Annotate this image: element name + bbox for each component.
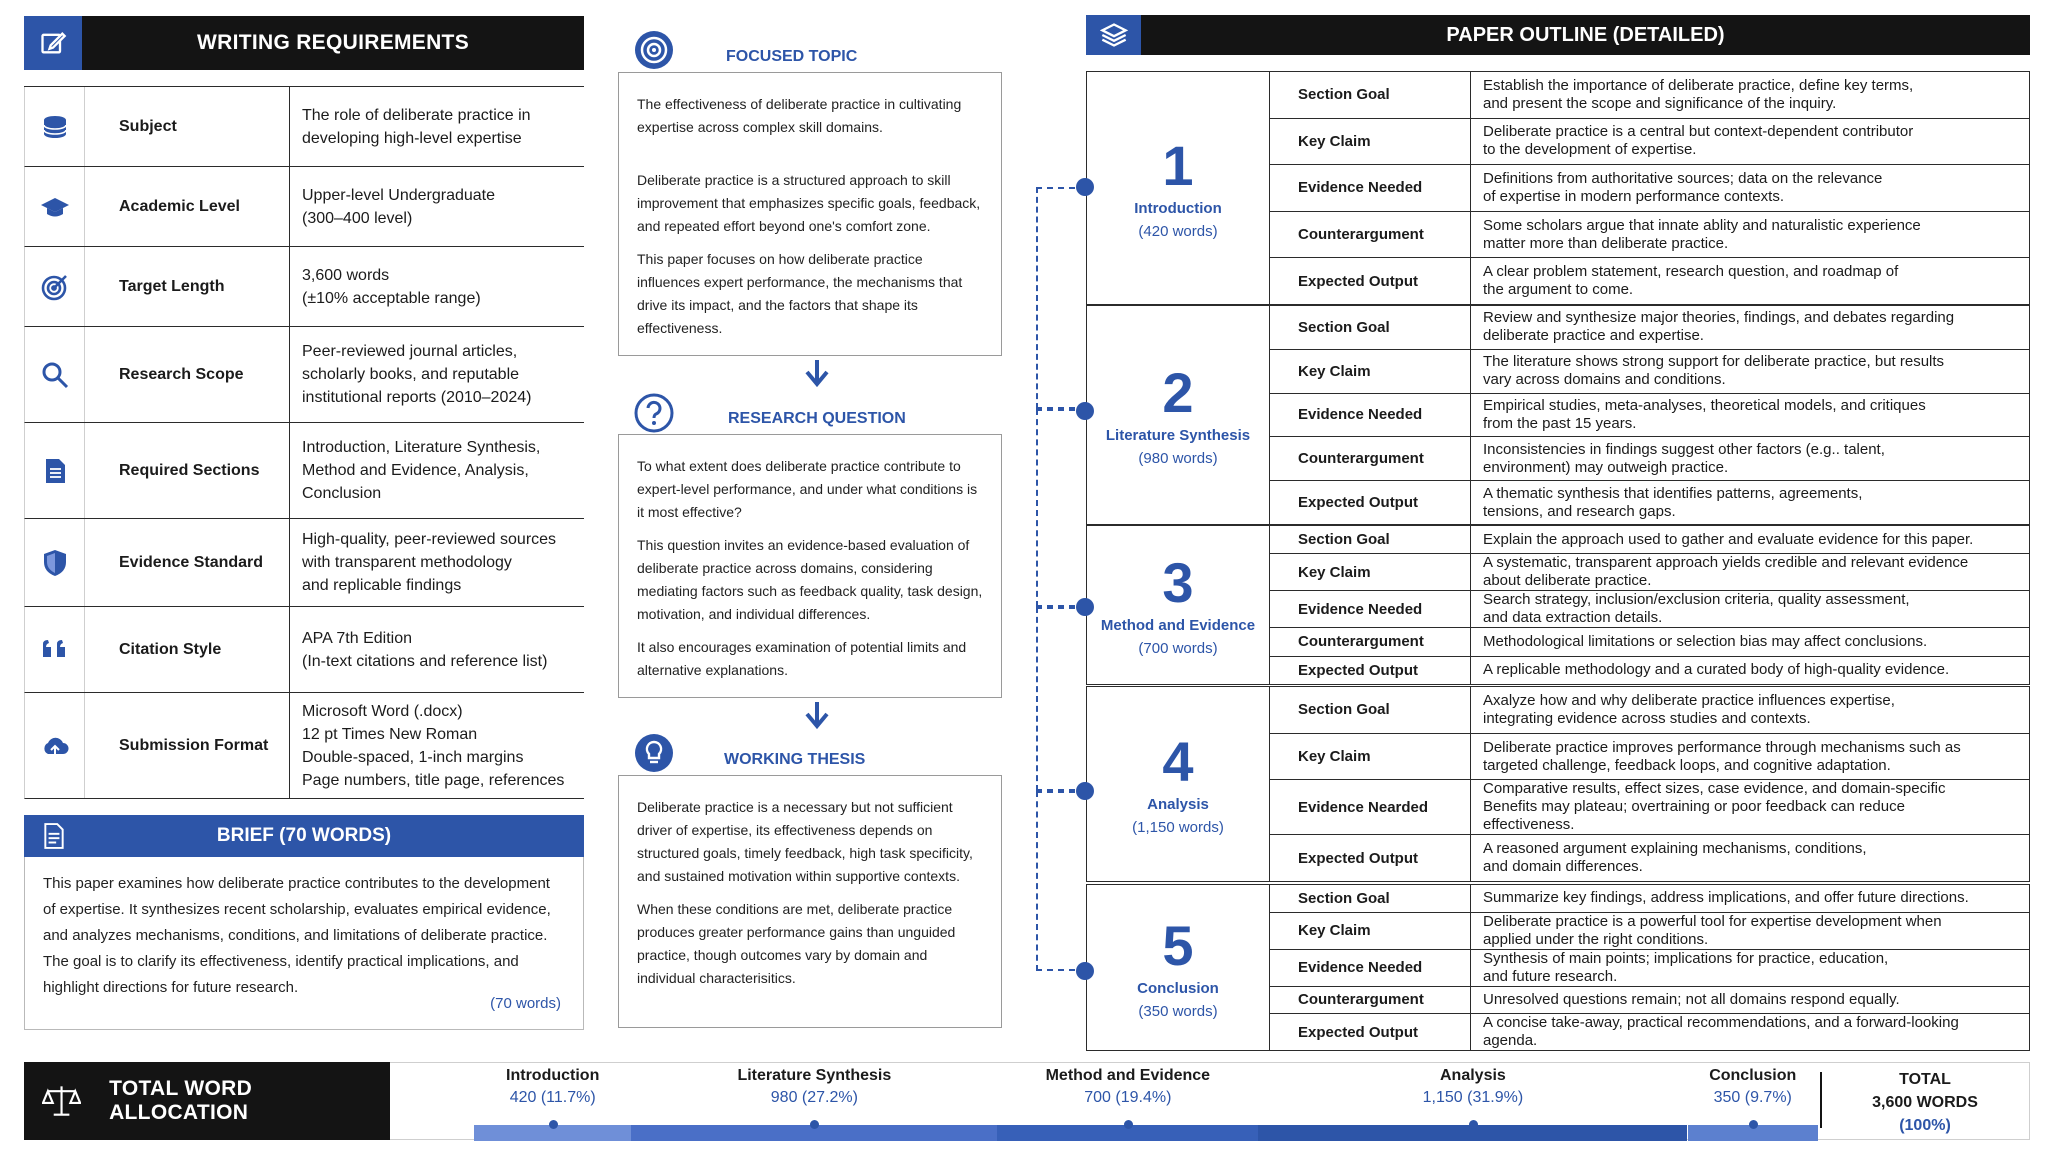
brief-text: This paper examines how deliberate practice contributes to the development of expertise. It synthesizes recent scholarship, evaluates empirical evidence, and analyzes mechanisms, conditions, and limitations of deliberate practice. The goal is to clarify its effectiveness, identify practical implications, and highlight directions for future research.	[43, 875, 551, 996]
outline-row	[1270, 119, 2029, 166]
paper-outline-title: PAPER OUTLINE (DETAILED)	[1446, 23, 1725, 46]
outline-row-label: Evidence Nearded	[1270, 780, 1471, 834]
outline-row-label: Section Goal	[1270, 687, 1471, 733]
research-question-heading	[634, 393, 906, 433]
section-marker	[1076, 962, 1094, 980]
layers-icon	[1086, 15, 1141, 55]
requirement-row	[24, 327, 584, 423]
outline-row	[1270, 481, 2029, 524]
section-name: Conclusion	[1137, 979, 1219, 997]
outline-row	[1270, 591, 2029, 628]
edit-icon	[24, 16, 82, 70]
outline-row-label: Section Goal	[1270, 526, 1471, 553]
requirement-value: High-quality, peer-reviewed sources with transparent methodology and replicable findings	[302, 531, 557, 594]
segment-name: Method and Evidence	[1045, 1067, 1211, 1084]
section-number: 4	[1162, 730, 1194, 793]
allocation-marker	[1749, 1120, 1758, 1129]
outline-row-label: Expected Output	[1270, 481, 1471, 524]
section-word-count: (700 words)	[1138, 640, 1218, 657]
total-value: 3,600 WORDS	[1872, 1094, 1978, 1111]
outline-row-label: Counterargument	[1270, 437, 1471, 480]
requirement-label: Citation Style	[85, 607, 290, 692]
outline-row-value: A systematic, transparent approach yields credible and relevant evidence about deliberate practice.	[1483, 554, 1969, 590]
section-summary	[1087, 526, 1270, 684]
outline-row	[1270, 526, 2029, 554]
outline-row-label: Evidence Needed	[1270, 394, 1471, 437]
section-word-count: (1,150 words)	[1132, 819, 1224, 836]
segment-value: 350 (9.7%)	[1713, 1089, 1792, 1106]
document-icon	[24, 823, 84, 849]
section-marker	[1076, 178, 1094, 196]
outline-row	[1270, 687, 2029, 734]
section-name: Analysis	[1147, 796, 1209, 813]
outline-row-label: Counterargument	[1270, 987, 1471, 1014]
outline-row	[1270, 987, 2029, 1015]
allocation-label	[24, 1062, 390, 1140]
requirement-row	[24, 423, 584, 519]
arrow-down-icon	[802, 700, 832, 730]
paragraph: This question invites an evidence-based evaluation of deliberate practice across domains, considering mediating factors such as feedback quality, task design, motivation, and individual differences.	[637, 537, 983, 622]
requirement-value: The role of deliberate practice in developing high-level expertise	[302, 106, 531, 147]
segment-value: 420 (11.7%)	[509, 1089, 596, 1106]
section-name: Literature Synthesis	[1105, 427, 1251, 444]
outline-row-value: Definitions from authoritative sources; data on the relevance of expertise in modern performance contexts.	[1483, 169, 1883, 205]
requirement-value: Peer-reviewed journal articles, scholarly books, and reputable institutional reports (2010–2024)	[302, 343, 532, 406]
outline-row-label: Evidence Needed	[1270, 165, 1471, 211]
outline-row	[1270, 394, 2029, 438]
outline-row	[1270, 657, 2029, 684]
outline-row	[1270, 734, 2029, 781]
outline-row-value: Explain the approach used to gather and evaluate evidence for this paper.	[1483, 530, 1974, 548]
section-rows	[1270, 885, 2029, 1050]
brief-word-count: (70 words)	[490, 995, 561, 1012]
allocation-segment-label	[433, 1067, 673, 1107]
arrow-down-icon	[802, 358, 832, 388]
outline-row-value: Comparative results, effect sizes, case evidence, and domain-specific Benefits may plateau; overtraining or poor feedback can reduce effectiveness.	[1483, 780, 1946, 834]
scale-icon	[42, 1083, 81, 1119]
outline-row-label: Expected Output	[1270, 657, 1471, 684]
outline-section	[1086, 71, 2030, 305]
outline-row	[1270, 780, 2029, 835]
requirement-value: Introduction, Literature Synthesis, Method and Evidence, Analysis, Conclusion	[302, 439, 541, 502]
research-question-box	[618, 434, 1002, 698]
section-rows	[1270, 687, 2029, 881]
brief-title: BRIEF (70 WORDS)	[216, 825, 392, 846]
outline-row	[1270, 835, 2029, 881]
writing-requirements-title: WRITING REQUIREMENTS	[197, 31, 469, 54]
outline-row-value: Deliberate practice is a powerful tool for expertise development when applied under the right conditions.	[1483, 912, 1942, 948]
allocation-segment-label	[694, 1067, 934, 1107]
section-rows	[1270, 306, 2029, 524]
paper-outline-header	[1086, 15, 2030, 55]
outline-row	[1270, 885, 2029, 913]
outline-row-value: A replicable methodology and a curated body of high-quality evidence.	[1483, 661, 1950, 679]
focused-topic-heading	[634, 30, 857, 70]
outline-row-label: Counterargument	[1270, 628, 1471, 655]
section-word-count: (350 words)	[1138, 1002, 1218, 1020]
question-icon	[634, 393, 674, 433]
outline-row-label: Counterargument	[1270, 212, 1471, 258]
paragraph: To what extent does deliberate practice contribute to expert-level performance, and under what conditions is it most effective?	[637, 458, 978, 520]
focused-topic-title: FOCUSED TOPIC	[726, 48, 858, 65]
section-rows	[1270, 526, 2029, 684]
section-name: Method and Evidence	[1100, 617, 1256, 634]
section-summary	[1087, 885, 1270, 1050]
paragraph: Deliberate practice is a structured approach to skill improvement that emphasizes specific goals, feedback, and repeated effort beyond one's comfort zone.	[637, 172, 981, 234]
section-number: 5	[1162, 913, 1194, 977]
section-summary	[1087, 72, 1270, 304]
outline-row-value: Establish the importance of deliberate practice, define key terms, and present the scope and significance of the inquiry.	[1483, 76, 1914, 112]
total-separator	[1820, 1072, 1822, 1128]
outline-section	[1086, 525, 2030, 685]
outline-row-value: Methodological limitations or selection bias may affect conclusions.	[1483, 632, 1928, 650]
outline-row-value: Synthesis of main points; implications for practice, education, and future research.	[1483, 949, 1889, 985]
outline-row-value: A clear problem statement, research question, and roadmap of the argument to come.	[1483, 263, 1899, 299]
quote-icon	[25, 607, 85, 692]
outline-row-label: Expected Output	[1270, 258, 1471, 304]
outline-row-label: Key Claim	[1270, 734, 1471, 780]
outline-row-value: A thematic synthesis that identifies patterns, agreements, tensions, and research gaps.	[1483, 484, 1863, 520]
outline-row-label: Evidence Needed	[1270, 591, 1471, 627]
requirement-row	[24, 247, 584, 327]
section-word-count: (980 words)	[1138, 450, 1218, 467]
database-icon	[25, 87, 85, 166]
outline-row-label: Expected Output	[1270, 1014, 1471, 1050]
outline-row	[1270, 306, 2029, 350]
outline-row	[1270, 437, 2029, 481]
target-icon	[634, 30, 674, 70]
outline-row-label: Key Claim	[1270, 913, 1471, 949]
segment-name: Analysis	[1440, 1067, 1506, 1084]
focused-topic-box	[618, 72, 1002, 356]
research-question-title: RESEARCH QUESTION	[728, 410, 906, 427]
requirement-label: Subject	[85, 87, 290, 166]
outline-row	[1270, 950, 2029, 987]
outline-row	[1270, 72, 2029, 119]
outline-section	[1086, 884, 2030, 1051]
outline-row-value: The literature shows strong support for deliberate practice, but results vary across domains and conditions.	[1483, 353, 1945, 389]
paragraph: This paper focuses on how deliberate practice influences expert performance, the mechanisms that drive its impact, and the factors that shape its effectiveness.	[637, 251, 963, 336]
requirement-row	[24, 87, 584, 167]
outline-row	[1270, 350, 2029, 394]
outline-row-value: Unresolved questions remain; not all domains respond equally.	[1483, 990, 1900, 1008]
allocation-segment-label	[1353, 1067, 1593, 1107]
outline-row-label: Section Goal	[1270, 885, 1471, 912]
total-label: TOTAL	[1899, 1071, 1951, 1088]
segment-value: 980 (27.2%)	[770, 1089, 858, 1106]
section-number: 2	[1162, 361, 1194, 424]
outline-row-value: Some scholars argue that innate ablity and naturalistic experience matter more than deliberate practice.	[1483, 216, 1921, 252]
requirement-value: 3,600 words (±10% acceptable range)	[302, 266, 481, 307]
writing-requirements-header	[24, 16, 584, 70]
target-icon	[25, 247, 85, 326]
paragraph: Deliberate practice is a necessary but not sufficient driver of expertise, its effectiveness depends on structured goals, timely feedback, high task specificity, and sustained motivation within supportive contexts.	[637, 799, 973, 884]
working-thesis-title: WORKING THESIS	[724, 751, 866, 768]
requirement-row	[24, 167, 584, 247]
segment-value: 700 (19.4%)	[1084, 1089, 1172, 1106]
allocation-segment-label	[1008, 1067, 1248, 1107]
outline-section	[1086, 305, 2030, 525]
graduation-cap-icon	[25, 167, 85, 246]
outline-row-label: Section Goal	[1270, 72, 1471, 118]
search-icon	[25, 327, 85, 422]
requirement-label: Required Sections	[85, 423, 290, 518]
connector-bracket	[1036, 607, 1086, 791]
allocation-title: TOTAL WORD ALLOCATION	[109, 1077, 253, 1124]
requirement-row	[24, 607, 584, 693]
outline-row-value: Axalyze how and why deliberate practice influences expertise, integrating evidence across studies and contexts.	[1483, 691, 1895, 727]
outline-row-value: A reasoned argument explaining mechanisms, conditions, and domain differences.	[1483, 840, 1867, 876]
outline-row-label: Key Claim	[1270, 119, 1471, 165]
allocation-marker	[1124, 1120, 1133, 1129]
outline-row	[1270, 258, 2029, 304]
requirement-label: Evidence Standard	[85, 519, 290, 606]
outline-row-value: Inconsistencies in findings suggest other factors (e.g.. talent, environment) may outweigh practice.	[1483, 440, 1885, 476]
outline-row-value: Summarize key findings, address implications, and offer future directions.	[1483, 889, 1969, 907]
section-number: 1	[1162, 134, 1194, 197]
writing-requirements-table	[24, 86, 584, 799]
outline-row-value: Deliberate practice is a central but context-dependent contributor to the development of expertise.	[1483, 123, 1914, 159]
outline-row-label: Evidence Needed	[1270, 950, 1471, 986]
paragraph: It also encourages examination of potential limits and alternative explanations.	[637, 639, 967, 678]
total-summary	[1830, 1068, 2020, 1137]
outline-row-label: Expected Output	[1270, 835, 1471, 881]
section-summary	[1087, 306, 1270, 524]
requirement-label: Academic Level	[85, 167, 290, 246]
segment-value: 1,150 (31.9%)	[1422, 1089, 1524, 1106]
outline-row-value: Empirical studies, meta-analyses, theoretical models, and critiques from the past 15 years.	[1483, 396, 1926, 432]
section-word-count: (420 words)	[1138, 223, 1218, 240]
outline-row-value: A concise take-away, practical recommendations, and a forward-looking agenda.	[1483, 1014, 1959, 1049]
requirement-value: Microsoft Word (.docx) 12 pt Times New Roman Double-spaced, 1-inch margins Page numbers, title page, references	[302, 702, 565, 789]
outline-row-value: Deliberate practice improves performance through mechanisms such as targeted challenge, feedback loops, and cognitive adaptation.	[1483, 738, 1961, 774]
outline-row	[1270, 165, 2029, 212]
requirement-row	[24, 519, 584, 607]
paragraph: The effectiveness of deliberate practice in cultivating expertise across complex skill domains.	[637, 96, 962, 135]
outline-row	[1270, 628, 2029, 656]
segment-name: Introduction	[506, 1067, 600, 1084]
lightbulb-icon	[634, 733, 674, 773]
connector-bracket	[1036, 187, 1086, 409]
document-icon	[25, 423, 85, 518]
working-thesis-heading	[634, 733, 865, 773]
brief-box	[24, 857, 584, 1030]
outline-row-label: Key Claim	[1270, 554, 1471, 590]
outline-row	[1270, 554, 2029, 591]
outline-row-value: Search strategy, inclusion/exclusion criteria, quality assessment, and data extraction details.	[1483, 591, 1910, 627]
outline-row-label: Key Claim	[1270, 350, 1471, 393]
section-rows	[1270, 72, 2029, 304]
shield-icon	[25, 519, 85, 606]
outline-row	[1270, 1014, 2029, 1050]
requirement-value: APA 7th Edition (In-text citations and reference list)	[302, 629, 548, 670]
outline-row	[1270, 913, 2029, 950]
segment-name: Conclusion	[1709, 1067, 1797, 1084]
requirement-label: Target Length	[85, 247, 290, 326]
paragraph: When these conditions are met, deliberate practice produces greater performance gains than unguided practice, though outcomes vary by domain and individual characterisitics.	[637, 901, 956, 986]
section-marker	[1076, 782, 1094, 800]
connector-bracket	[1036, 409, 1086, 607]
requirement-label: Submission Format	[85, 693, 290, 798]
outline-row-value: Review and synthesize major theories, findings, and debates regarding deliberate practice and expertise.	[1483, 309, 1955, 345]
allocation-marker	[549, 1120, 558, 1129]
requirement-value: Upper-level Undergraduate (300–400 level)	[302, 186, 495, 227]
outline-section	[1086, 686, 2030, 882]
total-percent: (100%)	[1899, 1117, 1951, 1134]
section-name: Introduction	[1134, 200, 1222, 217]
requirement-row	[24, 693, 584, 799]
outline-row	[1270, 212, 2029, 259]
connector-bracket	[1036, 791, 1086, 971]
working-thesis-box	[618, 775, 1002, 1028]
outline-row-label: Section Goal	[1270, 306, 1471, 349]
allocation-marker	[1469, 1120, 1478, 1129]
brief-header	[24, 815, 584, 857]
requirement-label: Research Scope	[85, 327, 290, 422]
section-summary	[1087, 687, 1270, 881]
section-marker	[1076, 402, 1094, 420]
section-number: 3	[1162, 551, 1194, 614]
segment-name: Literature Synthesis	[737, 1067, 892, 1084]
cloud-upload-icon	[25, 693, 85, 798]
section-marker	[1076, 598, 1094, 616]
